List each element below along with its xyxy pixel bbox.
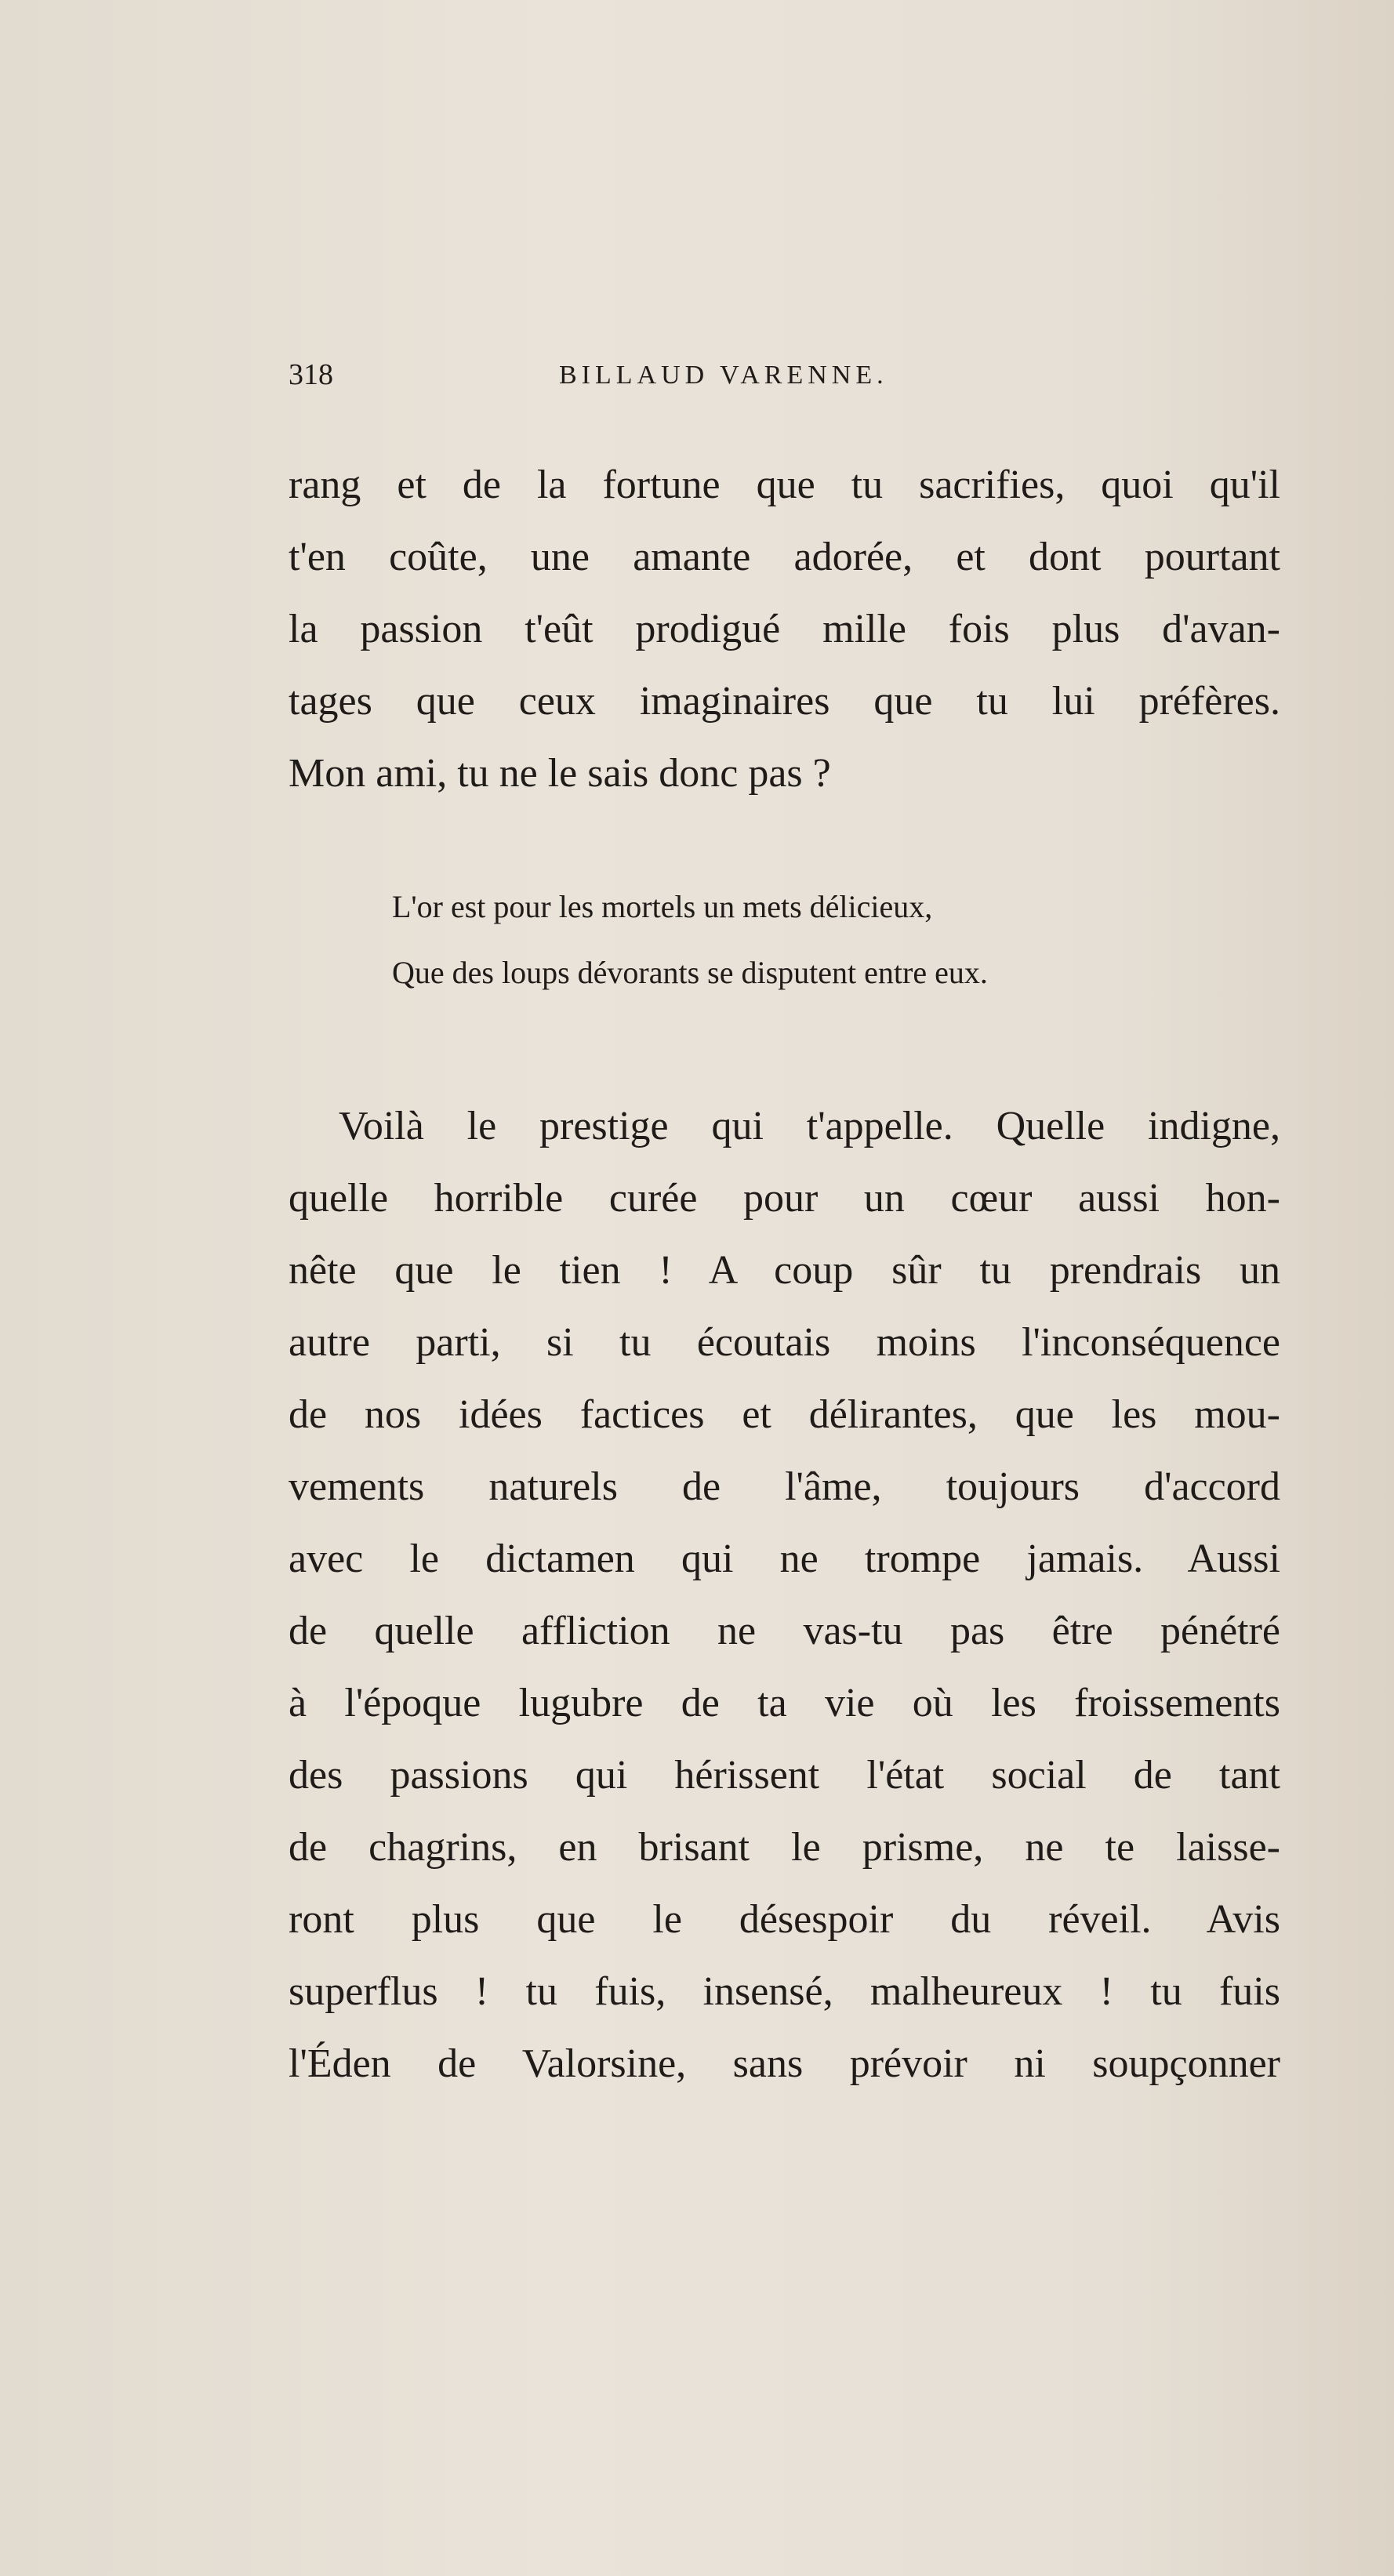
text-line: autre parti, si tu écoutais moins l'inconséquence [289,1320,1280,1365]
text-line: de nos idées factices et délirantes, que les mou- [289,1392,1280,1437]
text-line: l'Éden de Valorsine, sans prévoir ni soupçonner [289,2041,1280,2086]
page-header [289,357,994,405]
text-line: nête que le tien ! A coup sûr tu prendrais un [289,1248,1280,1293]
text-line: vements naturels de l'âme, toujours d'accord [289,1464,1280,1509]
text-line: superflus ! tu fuis, insensé, malheureux ! tu fuis [289,1969,1280,2014]
text-line: Mon ami, tu ne le sais donc pas ? [289,751,831,796]
text-line: quelle horrible curée pour un cœur aussi hon- [289,1176,1280,1221]
paragraph-1 [289,449,1280,810]
text-line: avec le dictamen qui ne trompe jamais. Aussi [289,1537,1280,1581]
running-title: BILLAUD VARENNE. [559,361,888,390]
paragraph-2 [289,1090,1280,2100]
text-line: rang et de la fortune que tu sacrifies, quoi qu'il [289,463,1280,507]
text-line: de chagrins, en brisant le prisme, ne te laisse- [289,1825,1280,1870]
text-line: des passions qui hérissent l'état social de tant [289,1753,1280,1798]
text-line: de quelle affliction ne vas-tu pas être pénétré [289,1609,1280,1653]
verse-line: L'or est pour les mortels un mets délicieux, [392,889,933,924]
text-line: la passion t'eût prodigué mille fois plus d'avan- [289,607,1280,651]
text-line: ront plus que le désespoir du réveil. Avis [289,1897,1280,1942]
text-line: t'en coûte, une amante adorée, et dont pourtant [289,535,1280,579]
text-line: à l'époque lugubre de ta vie où les froissements [289,1681,1280,1725]
text-line: tages que ceux imaginaires que tu lui préfères. [289,679,1280,724]
verse-quote [392,874,988,1006]
page-number: 318 [289,358,333,391]
verse-line: Que des loups dévorants se disputent entre eux. [392,955,988,990]
text-line: Voilà le prestige qui t'appelle. Quelle indigne, [339,1104,1280,1148]
